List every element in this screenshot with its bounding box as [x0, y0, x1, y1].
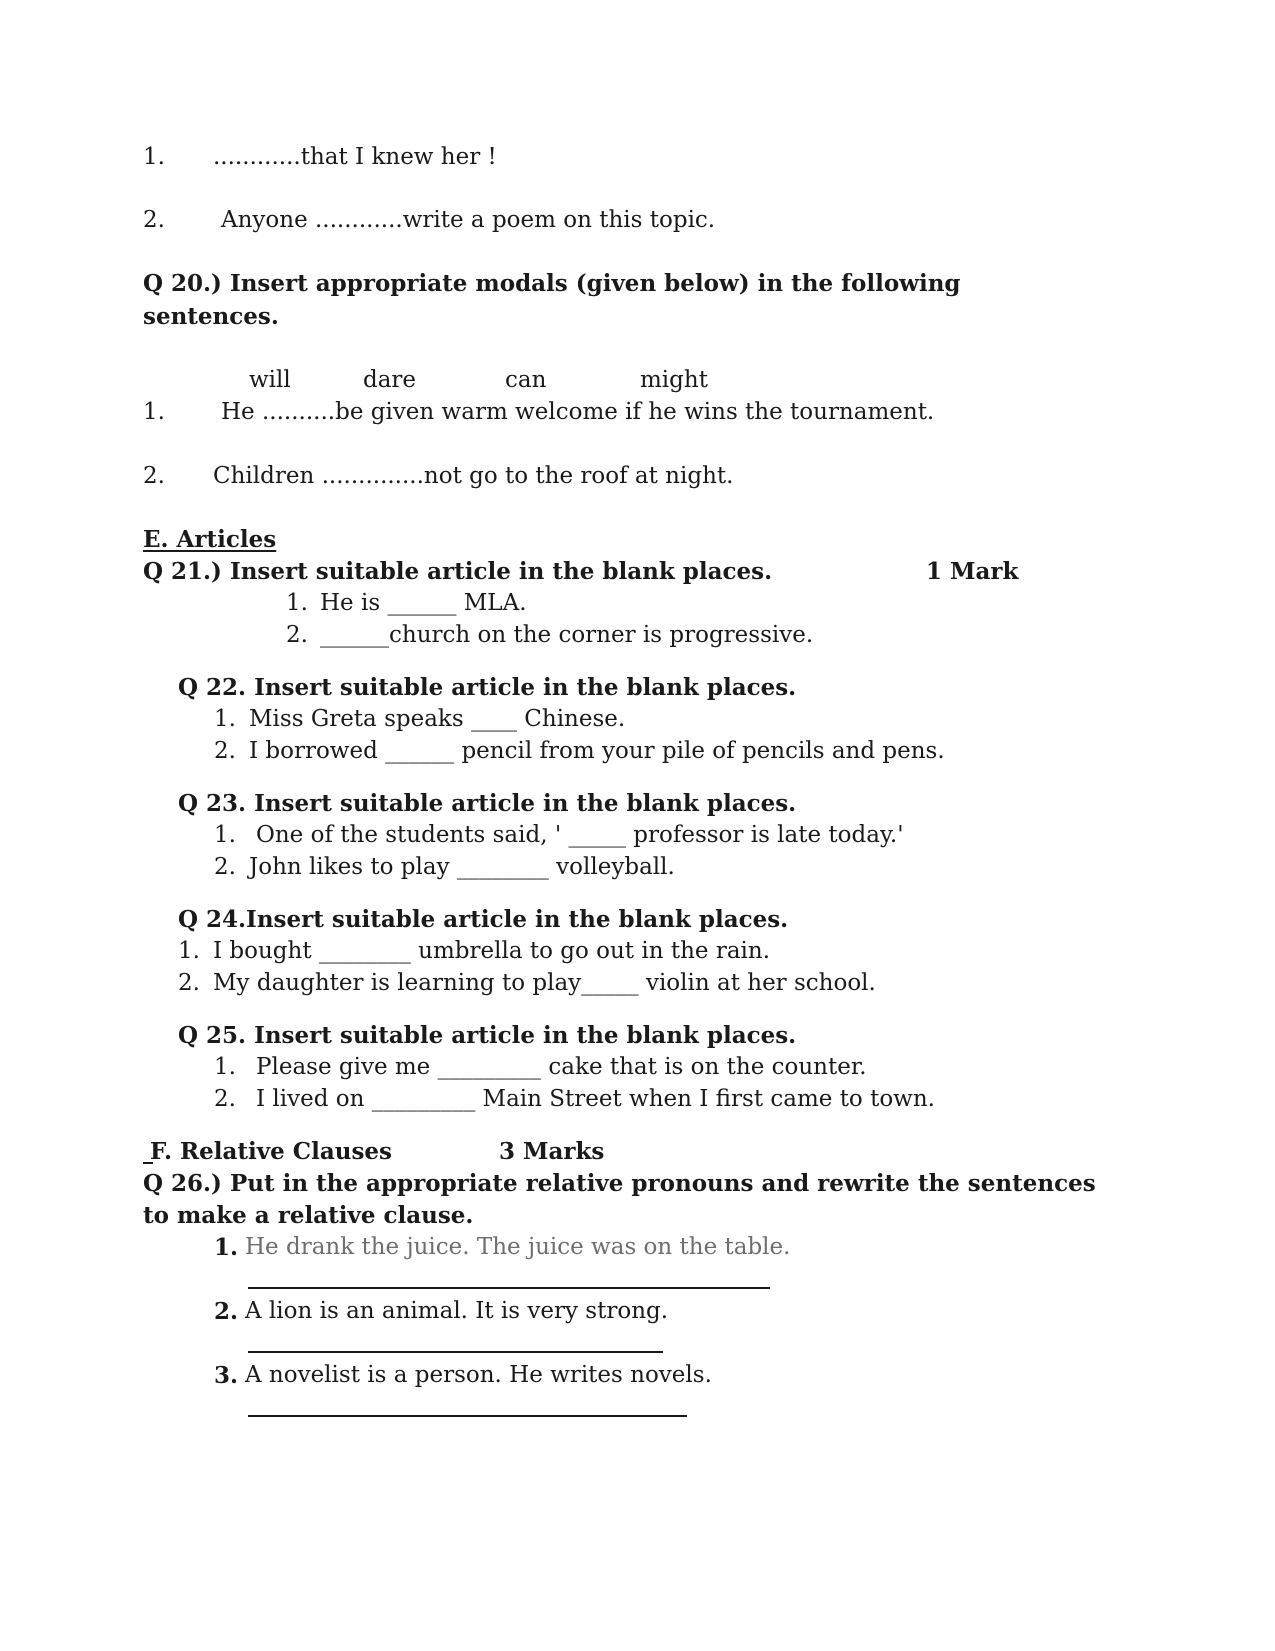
answer-line[interactable]: [248, 1287, 770, 1289]
answer-line[interactable]: [248, 1415, 687, 1417]
modal-option: can: [505, 367, 547, 393]
item-number: 3.: [214, 1362, 239, 1389]
question-heading: Q 24.Insert suitable article in the blank places.: [178, 906, 789, 933]
answer-line[interactable]: [248, 1351, 663, 1353]
item-text: Miss Greta speaks ____ Chinese.: [249, 706, 626, 732]
item-text: He ..........be given warm welcome if he wins the tournament.: [221, 399, 935, 425]
section-heading: F. Relative Clauses: [150, 1138, 392, 1165]
marks-label: 1 Mark: [926, 558, 1019, 585]
question-heading: Q 21.) Insert suitable article in the blank places.: [143, 558, 773, 585]
item-number: 2.: [214, 1086, 236, 1112]
item-text: My daughter is learning to play_____ violin at her school.: [213, 970, 876, 996]
question-heading-cont: to make a relative clause.: [143, 1202, 474, 1229]
modal-option: dare: [363, 367, 417, 393]
modal-option: might: [640, 367, 708, 393]
question-heading-cont: sentences.: [143, 303, 279, 330]
item-number: 2.: [214, 854, 236, 880]
item-number: 2.: [143, 207, 165, 233]
item-number: 2.: [214, 738, 236, 764]
item-text: A novelist is a person. He writes novels.: [245, 1362, 712, 1388]
item-number: 1.: [214, 1054, 236, 1080]
item-number: 2.: [214, 1298, 239, 1325]
item-number: 1.: [178, 938, 200, 964]
item-number: 2.: [286, 622, 308, 648]
item-text: Please give me _________ cake that is on the counter.: [256, 1054, 867, 1080]
question-heading: Q 25. Insert suitable article in the blank places.: [178, 1022, 797, 1049]
modal-option: will: [249, 367, 291, 393]
item-number: 1.: [286, 590, 308, 616]
item-text: He is ______ MLA.: [320, 590, 527, 616]
item-number: 1.: [214, 822, 236, 848]
item-text: ............that I knew her !: [213, 144, 497, 170]
item-number: 1.: [214, 706, 236, 732]
question-heading: Q 20.) Insert appropriate modals (given below) in the following: [143, 270, 961, 297]
item-number: 2.: [178, 970, 200, 996]
item-text: ______church on the corner is progressive.: [320, 622, 814, 648]
marks-label: 3 Marks: [499, 1138, 605, 1165]
item-text: John likes to play ________ volleyball.: [249, 854, 675, 880]
item-number: 1.: [143, 399, 165, 425]
item-text: One of the students said, ' _____ professor is late today.': [256, 822, 904, 848]
question-heading: Q 26.) Put in the appropriate relative pronouns and rewrite the sentences: [143, 1170, 1096, 1197]
item-number: 1.: [214, 1234, 239, 1261]
item-text: Anyone ............write a poem on this topic.: [221, 207, 716, 233]
question-heading: Q 22. Insert suitable article in the blank places.: [178, 674, 797, 701]
section-heading: E. Articles: [143, 526, 277, 553]
item-text: I lived on _________ Main Street when I first came to town.: [256, 1086, 935, 1112]
item-text: I bought ________ umbrella to go out in the rain.: [213, 938, 771, 964]
item-text: He drank the juice. The juice was on the table.: [245, 1234, 791, 1260]
question-heading: Q 23. Insert suitable article in the blank places.: [178, 790, 797, 817]
item-text: A lion is an animal. It is very strong.: [245, 1298, 669, 1324]
item-number: 1.: [143, 144, 165, 170]
item-text: I borrowed ______ pencil from your pile of pencils and pens.: [249, 738, 945, 764]
item-number: 2.: [143, 463, 165, 489]
item-text: Children ..............not go to the roof at night.: [213, 463, 734, 489]
